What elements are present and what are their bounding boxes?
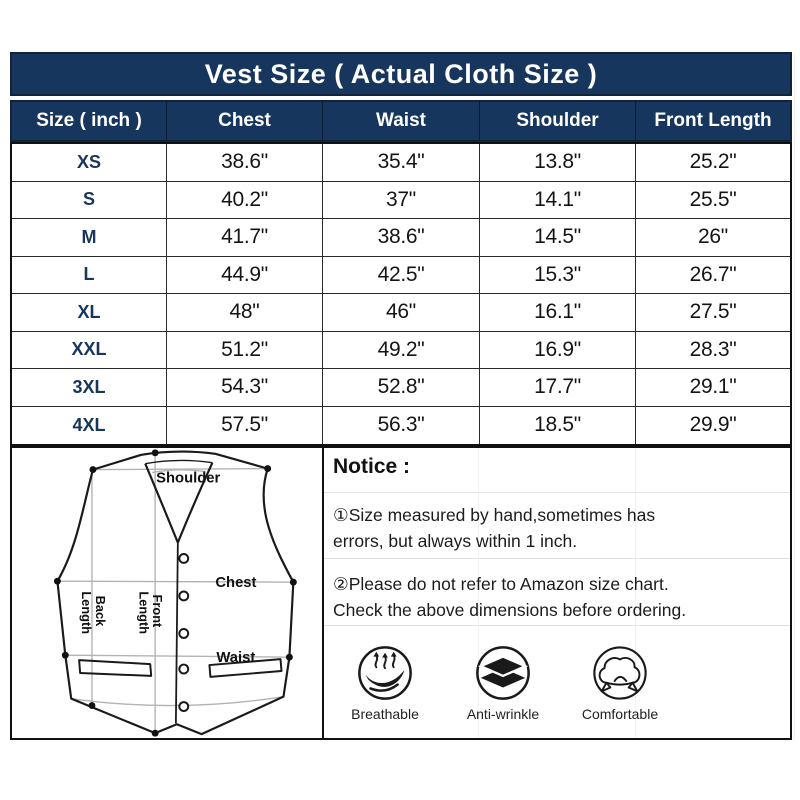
- notice-line: ①Size measured by hand,sometimes has: [333, 505, 656, 525]
- front-length-label: Front Length: [136, 591, 166, 635]
- size-cell: M: [12, 219, 167, 257]
- notice-line: ②Please do not refer to Amazon size chart.: [333, 574, 669, 594]
- size-cell: XL: [12, 294, 167, 332]
- column-header-front-length: Front Length: [654, 110, 772, 131]
- value-cell: 25.5": [636, 182, 790, 220]
- gridline: [324, 492, 790, 493]
- column-header-size: Size ( inch ): [12, 102, 167, 140]
- chest-label: Chest: [215, 575, 257, 592]
- column-header-waist: Waist: [323, 102, 480, 140]
- size-cell: 4XL: [12, 407, 167, 445]
- table-header-row: [10, 100, 792, 142]
- breathable-icon: [356, 644, 414, 702]
- value-cell: 25.2": [636, 144, 790, 182]
- feature-label: Breathable: [351, 706, 419, 722]
- back-length-label: Back Length: [79, 591, 108, 635]
- value-cell: 26.7": [636, 257, 790, 295]
- feature-label: Anti-wrinkle: [466, 706, 540, 722]
- size-cell: S: [12, 182, 167, 220]
- value-cell: 57.5": [167, 407, 323, 445]
- value-cell: 29.1": [636, 369, 790, 407]
- column-header-chest: Chest: [167, 102, 323, 140]
- value-cell: 16.9": [480, 332, 636, 370]
- value-cell: 26": [636, 219, 790, 257]
- size-table-body: [10, 142, 792, 446]
- value-cell: 29.9": [689, 413, 737, 437]
- value-cell: 16.1": [480, 294, 636, 332]
- column-header-shoulder: Shoulder: [480, 102, 636, 140]
- feature-breathable: [330, 644, 440, 722]
- value-cell: 17.7": [480, 369, 636, 407]
- value-cell: 41.7": [167, 219, 323, 257]
- size-cell: XS: [12, 144, 167, 182]
- notice-paragraph-2: [333, 571, 780, 623]
- value-cell: 14.5": [480, 219, 636, 257]
- feature-label: Comfortable: [581, 706, 659, 722]
- value-cell: 56.3": [323, 407, 480, 445]
- notice-heading: Notice :: [333, 455, 411, 478]
- table-title: Vest Size ( Actual Cloth Size ): [204, 58, 598, 89]
- feature-comfortable: [565, 644, 675, 722]
- notice-line: Check the above dimensions before ordering.: [333, 600, 687, 620]
- value-cell: 18.5": [480, 407, 636, 445]
- value-cell: 52.8": [323, 369, 480, 407]
- value-cell: 14.1": [480, 182, 636, 220]
- value-cell: 35.4": [323, 144, 480, 182]
- value-cell: 42.5": [323, 257, 480, 295]
- vest-diagram-panel: [12, 448, 324, 738]
- gridline: [324, 558, 790, 559]
- anti-wrinkle-icon: [474, 644, 532, 702]
- size-cell: L: [12, 257, 167, 295]
- value-cell: 37": [323, 182, 480, 220]
- value-cell: 46": [323, 294, 480, 332]
- value-cell: 49.2": [323, 332, 480, 370]
- vest-diagram: [12, 448, 320, 738]
- value-cell: 13.8": [480, 144, 636, 182]
- value-cell: 38.6": [167, 144, 323, 182]
- bottom-panel: [10, 446, 792, 740]
- notice-panel: [324, 448, 790, 738]
- value-cell: 28.3": [636, 332, 790, 370]
- value-cell: 15.3": [480, 257, 636, 295]
- table-title-bar: [10, 52, 792, 96]
- size-cell: 3XL: [12, 369, 167, 407]
- value-cell: 51.2": [167, 332, 323, 370]
- waist-label: Waist: [216, 650, 256, 667]
- notice-line: errors, but always within 1 inch.: [333, 531, 578, 551]
- size-cell: XXL: [12, 332, 167, 370]
- comfortable-icon: [591, 644, 649, 702]
- value-cell: 27.5": [636, 294, 790, 332]
- shoulder-label: Shoulder: [156, 470, 221, 487]
- value-cell: 44.9": [167, 257, 323, 295]
- spreadsheet-gridline: [794, 52, 795, 740]
- gridline: [324, 625, 790, 626]
- value-cell: 38.6": [323, 219, 480, 257]
- value-cell: 48": [167, 294, 323, 332]
- value-cell: 40.2": [167, 182, 323, 220]
- feature-anti-wrinkle: [448, 644, 558, 722]
- vest-buttons: [179, 554, 188, 711]
- value-cell: 54.3": [167, 369, 323, 407]
- notice-paragraph-1: [333, 502, 780, 554]
